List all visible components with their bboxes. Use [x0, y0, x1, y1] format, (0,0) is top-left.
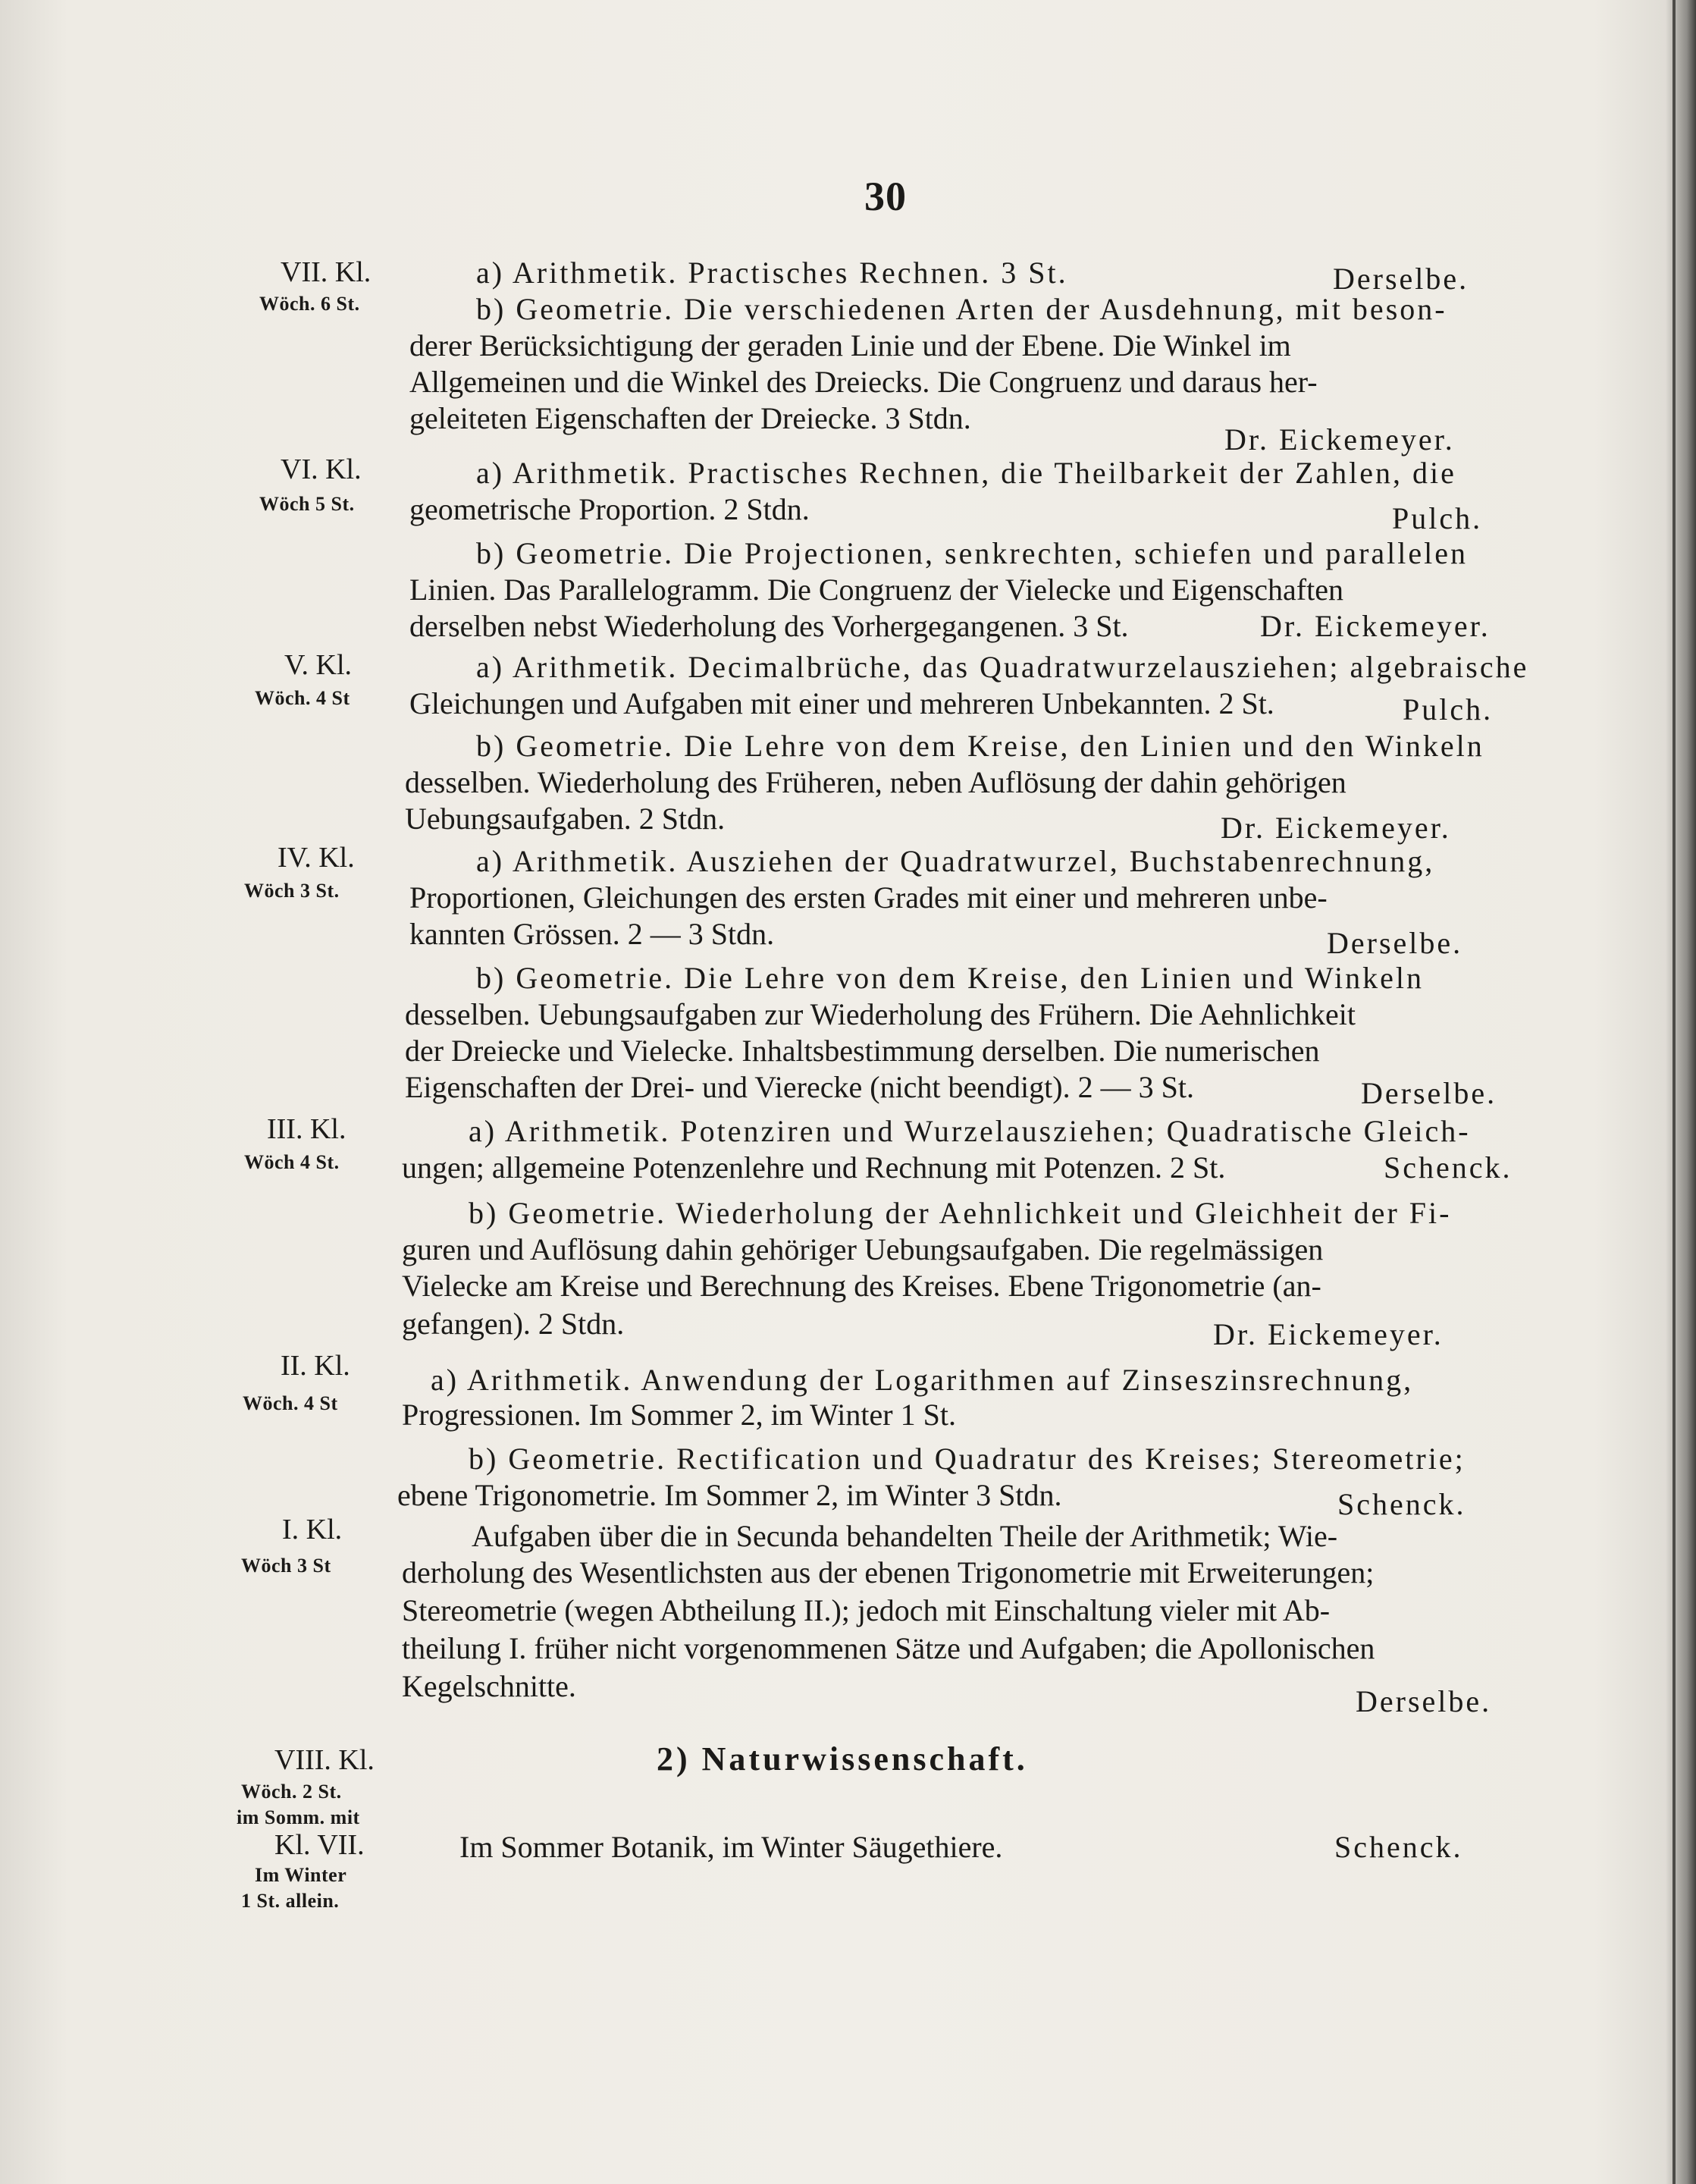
text-line: derselben nebst Wiederholung des Vorhergegangenen. 3 St.	[409, 609, 1129, 643]
text-line: Stereometrie (wegen Abtheilung II.); jedoch mit Einschaltung vieler mit Ab-	[402, 1593, 1331, 1627]
class-label: III. Kl.	[267, 1113, 346, 1145]
class-label: VIII. Kl.	[274, 1744, 375, 1776]
class-label: Kl. VII.	[274, 1829, 365, 1861]
class-label: I. Kl.	[282, 1514, 343, 1545]
teacher-name: Dr. Eickemeyer.	[1224, 422, 1455, 457]
weekly-hours: Wöch 4 St.	[244, 1151, 340, 1173]
text-line: Uebungsaufgaben. 2 Stdn.	[405, 802, 726, 836]
side-note: im Somm. mit	[237, 1806, 360, 1828]
text-line: a) Arithmetik. Potenziren und Wurzelausziehen; Quadratische Gleich-	[469, 1114, 1471, 1148]
text-line: kannten Grössen. 2 — 3 Stdn.	[409, 917, 775, 951]
text-line: geleiteten Eigenschaften der Dreiecke. 3 Stdn.	[409, 401, 971, 435]
weekly-hours: Wöch. 4 St	[255, 687, 350, 709]
text-line: a) Arithmetik. Practisches Rechnen. 3 St.	[476, 256, 1068, 290]
text-line: geometrische Proportion. 2 Stdn.	[409, 492, 810, 526]
text-line: Linien. Das Parallelogramm. Die Congruenz der Vielecke und Eigenschaften	[409, 573, 1343, 607]
teacher-name: Derselbe.	[1356, 1684, 1492, 1718]
text-line: a) Arithmetik. Decimalbrüche, das Quadratwurzelausziehen; algebraische	[476, 650, 1529, 684]
class-label: IV. Kl.	[277, 842, 355, 874]
text-line: Progressionen. Im Sommer 2, im Winter 1 St.	[402, 1398, 956, 1432]
text-line: b) Geometrie. Die verschiedenen Arten der Ausdehnung, mit beson-	[476, 292, 1447, 326]
text-line: derholung des Wesentlichsten aus der ebenen Trigonometrie mit Erweiterungen;	[402, 1555, 1375, 1589]
class-label: VI. Kl.	[281, 453, 362, 485]
text-line: theilung I. früher nicht vorgenommenen Sätze und Aufgaben; die Apollonischen	[402, 1631, 1375, 1665]
teacher-name: Schenck.	[1384, 1150, 1513, 1185]
text-line: Eigenschaften der Drei- und Vierecke (nicht beendigt). 2 — 3 St.	[405, 1070, 1194, 1104]
text-line: b) Geometrie. Die Projectionen, senkrechten, schiefen und parallelen	[476, 536, 1469, 570]
teacher-name: Schenck.	[1334, 1830, 1463, 1864]
class-label: II. Kl.	[281, 1350, 350, 1382]
text-line: Proportionen, Gleichungen des ersten Grades mit einer und mehreren unbe-	[409, 880, 1328, 915]
class-label: VII. Kl.	[281, 256, 371, 288]
text-line: desselben. Uebungsaufgaben zur Wiederholung des Frühern. Die Aehnlichkeit	[405, 997, 1356, 1031]
text-line: a) Arithmetik. Practisches Rechnen, die Theilbarkeit der Zahlen, die	[476, 456, 1456, 490]
teacher-name: Dr. Eickemeyer.	[1213, 1317, 1444, 1351]
teacher-name: Dr. Eickemeyer.	[1260, 609, 1491, 643]
weekly-hours: Wöch 3 St.	[244, 880, 340, 902]
weekly-hours: Wöch 3 St	[241, 1555, 331, 1577]
teacher-name: Derselbe.	[1333, 262, 1469, 296]
class-label: V. Kl.	[284, 649, 353, 681]
section-heading: 2) Naturwissenschaft.	[657, 1740, 1028, 1778]
weekly-hours: Wöch. 2 St.	[241, 1781, 342, 1803]
page-number: 30	[864, 174, 907, 219]
text-line: ebene Trigonometrie. Im Sommer 2, im Winter 3 Stdn.	[397, 1478, 1062, 1512]
side-note: Im Winter	[255, 1864, 347, 1886]
text-line: Kegelschnitte.	[402, 1669, 576, 1703]
text-line: gefangen). 2 Stdn.	[402, 1307, 625, 1341]
text-line: ungen; allgemeine Potenzenlehre und Rechnung mit Potenzen. 2 St.	[402, 1150, 1226, 1185]
text-line: b) Geometrie. Die Lehre von dem Kreise, den Linien und Winkeln	[476, 961, 1424, 995]
text-line: desselben. Wiederholung des Früheren, neben Auflösung der dahin gehörigen	[405, 765, 1346, 799]
weekly-hours: Wöch. 6 St.	[259, 293, 360, 315]
text-line: b) Geometrie. Rectification und Quadratur des Kreises; Stereometrie;	[469, 1442, 1466, 1476]
teacher-name: Pulch.	[1403, 692, 1494, 726]
weekly-hours: Wöch 5 St.	[259, 493, 355, 515]
weekly-hours: Wöch. 4 St	[243, 1392, 338, 1414]
text-line: der Dreiecke und Vielecke. Inhaltsbestimmung derselben. Die numerischen	[405, 1034, 1320, 1068]
text-line: a) Arithmetik. Ausziehen der Quadratwurzel, Buchstabenrechnung,	[476, 844, 1435, 878]
teacher-name: Pulch.	[1392, 501, 1483, 535]
text-line: guren und Auflösung dahin gehöriger Uebungsaufgaben. Die regelmässigen	[402, 1232, 1324, 1266]
page-edge-shadow	[1666, 0, 1696, 2184]
text-line: Gleichungen und Aufgaben mit einer und mehreren Unbekannten. 2 St.	[409, 686, 1274, 720]
text-line: Vielecke am Kreise und Berechnung des Kreises. Ebene Trigonometrie (an-	[402, 1269, 1321, 1303]
side-note: 1 St. allein.	[241, 1890, 340, 1912]
text-line: Aufgaben über die in Secunda behandelten Theile der Arithmetik; Wie-	[472, 1519, 1338, 1553]
text-line: a) Arithmetik. Anwendung der Logarithmen auf Zinseszinsrechnung,	[431, 1363, 1414, 1397]
text-line: b) Geometrie. Wiederholung der Aehnlichkeit und Gleichheit der Fi-	[469, 1196, 1452, 1230]
text-line: Im Sommer Botanik, im Winter Säugethiere.	[459, 1830, 1003, 1864]
teacher-name: Derselbe.	[1327, 926, 1463, 960]
teacher-name: Schenck.	[1337, 1487, 1466, 1521]
teacher-name: Derselbe.	[1361, 1076, 1497, 1110]
text-line: derer Berücksichtigung der geraden Linie und der Ebene. Die Winkel im	[409, 328, 1291, 362]
text-line: Allgemeinen und die Winkel des Dreiecks. Die Congruenz und daraus her-	[409, 365, 1318, 399]
text-line: b) Geometrie. Die Lehre von dem Kreise, den Linien und den Winkeln	[476, 729, 1484, 763]
teacher-name: Dr. Eickemeyer.	[1221, 811, 1451, 845]
